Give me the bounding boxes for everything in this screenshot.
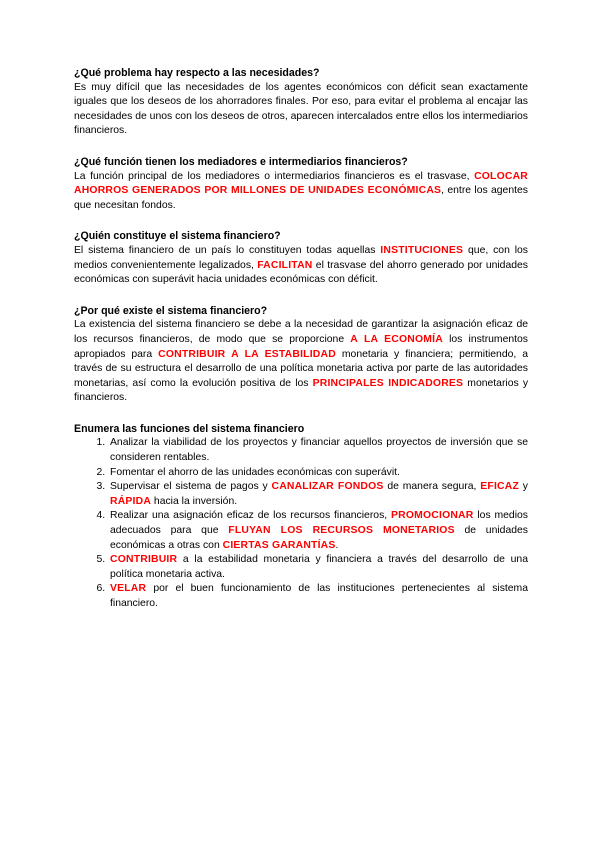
highlighted-term: INSTITUCIONES — [380, 244, 464, 256]
answer-paragraph — [74, 244, 528, 288]
text-run: , entre los agentes que necesitan fondos. — [74, 185, 528, 211]
text-run: a la estabilidad monetaria y financiera a través del desarrollo de una política monetaria activa. — [110, 554, 528, 580]
text-run: La función principal de los mediadores o intermediarios financieros es el trasvase, — [74, 170, 475, 182]
answer-paragraph — [74, 170, 528, 214]
highlighted-term: PROMOCIONAR — [391, 510, 474, 522]
highlighted-term: EFICAZ — [480, 481, 519, 493]
question-heading: ¿Qué función tienen los mediadores e intermediarios financieros? — [74, 155, 408, 168]
highlighted-term: FACILITAN — [257, 259, 313, 271]
list-item — [108, 436, 528, 465]
text-run: monetaria y financiera; permitiendo, a través de su estructura el desarrollo de una política monetaria activa por parte de las autoridades monetarias, así como la evolución positiva de los — [74, 348, 529, 389]
text-run: el trasvase del ahorro generado por unidades económicas con superávit hacia unidades económicas con déficit. — [74, 259, 528, 286]
answer-paragraph — [74, 318, 528, 406]
text-run: Supervisar el sistema de pagos y — [110, 481, 272, 493]
highlighted-term: CANALIZAR FONDOS — [271, 481, 384, 493]
highlighted-term: A LA ECONOMÍA — [350, 333, 443, 345]
text-run: que, con los medios convenientemente legalizados, — [74, 244, 528, 271]
list-item — [108, 582, 528, 611]
section-needs — [74, 66, 528, 139]
section-constitution — [74, 229, 528, 287]
section-functions — [74, 422, 528, 612]
text-run: los medios adecuados para que — [110, 510, 528, 537]
highlighted-term: FLUYAN LOS RECURSOS MONETARIOS — [228, 525, 455, 537]
list-item — [108, 466, 528, 481]
text-run: de unidades económicas a otras con — [110, 525, 528, 551]
text-run: Es muy difícil que las necesidades de los agentes económicos con déficit sean exactamente iguales que los deseos de los ahorradores finales. Por eso, para evitar el problema al encajar las necesidades de unos con los deseos de otros, aparecen intercalados entre ellos los intermediarios financieros. — [74, 81, 528, 137]
section-mediators — [74, 155, 528, 213]
document-page — [74, 66, 528, 628]
text-run: de manera segura, — [383, 481, 481, 493]
text-run: El sistema financiero de un país lo constituyen todas aquellas — [74, 244, 381, 256]
text-run: Fomentar el ahorro de las unidades económicas con superávit. — [110, 466, 400, 478]
text-run: monetarios y financieros. — [74, 377, 529, 404]
functions-title: Enumera las funciones del sistema financiero — [74, 422, 305, 435]
text-run: Analizar la viabilidad de los proyectos y financiar aquellos proyectos de inversión que se consideren rentables. — [110, 437, 528, 464]
question-heading: ¿Por qué existe el sistema financiero? — [74, 304, 268, 317]
question-heading: ¿Qué problema hay respecto a las necesidades? — [74, 67, 320, 79]
highlighted-term: RÁPIDA — [110, 495, 152, 507]
text-run: hacia la inversión. — [151, 495, 238, 507]
highlighted-term: CIERTAS GARANTÍAS — [222, 539, 336, 551]
highlighted-term: CONTRIBUIR A LA ESTABILIDAD — [158, 348, 336, 360]
list-item — [108, 509, 528, 553]
highlighted-term: VELAR — [110, 583, 147, 595]
highlighted-term: COLOCAR AHORROS GENERADOS POR MILLONES DE UNIDADES ECONÓMICAS — [74, 170, 528, 197]
list-item — [108, 480, 528, 509]
highlighted-term: PRINCIPALES INDICADORES — [312, 377, 464, 389]
text-run: los instrumentos apropiados para — [74, 333, 529, 360]
question-heading: ¿Quién constituye el sistema financiero? — [74, 230, 281, 243]
answer-paragraph — [74, 81, 528, 139]
text-run: Realizar una asignación eficaz de los recursos financieros, — [110, 510, 392, 522]
list-item — [108, 553, 528, 582]
text-run: . — [335, 539, 339, 551]
text-run: La existencia del sistema financiero se debe a la necesidad de garantizar la asignación eficaz de los recursos financieros, de modo que se proporcione — [74, 319, 528, 345]
text-run: por el buen funcionamiento de las instituciones pertenecientes al sistema financiero. — [110, 583, 528, 609]
section-existence — [74, 304, 528, 406]
functions-list — [74, 436, 528, 611]
text-run: y — [519, 481, 529, 493]
highlighted-term: CONTRIBUIR — [110, 554, 178, 566]
